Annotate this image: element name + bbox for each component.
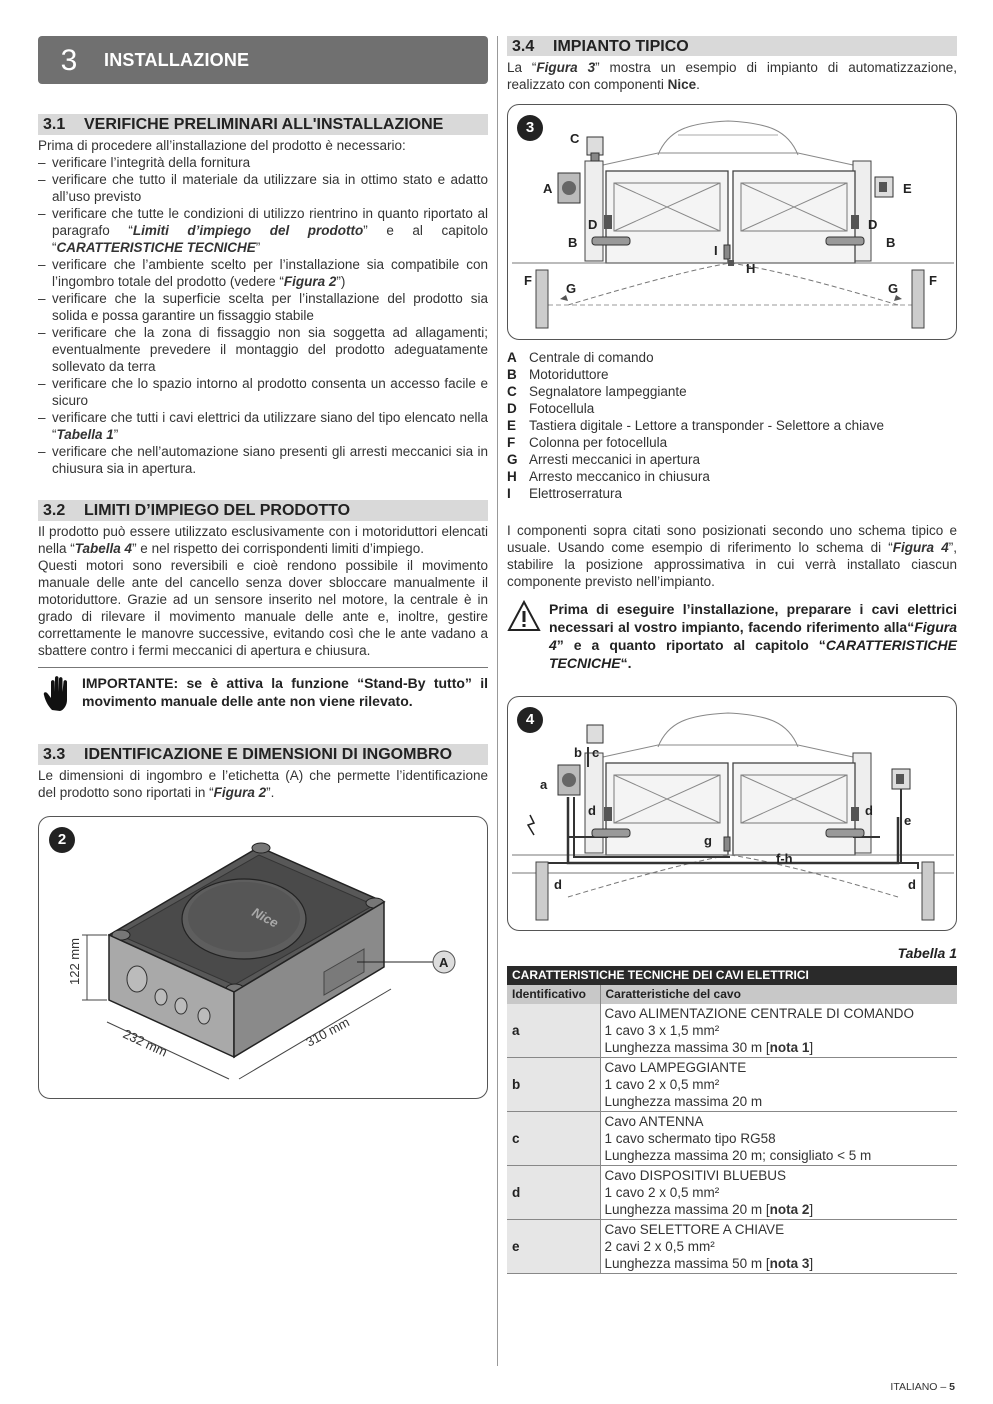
cable-layout-drawing xyxy=(508,697,957,931)
section-3-3-para xyxy=(38,767,488,801)
warning-triangle-icon xyxy=(507,600,541,632)
control-unit-drawing xyxy=(39,817,488,1099)
cable-id: c xyxy=(507,1112,600,1166)
label-d-bottom-left: d xyxy=(554,877,562,892)
cable-length xyxy=(605,1147,954,1164)
legend-row xyxy=(507,434,957,451)
cable-line: Cavo DISPOSITIVI BLUEBUS xyxy=(604,1168,787,1183)
chapter-reference: CARATTERISTICHE TECNICHE xyxy=(549,637,957,671)
cable-line: 1 cavo 3 x 1,5 mm² xyxy=(604,1023,720,1038)
section-3-1-heading xyxy=(38,114,488,135)
legend-row xyxy=(507,383,957,400)
legend-value: Motoriduttore xyxy=(529,367,609,382)
label-e: E xyxy=(903,181,912,196)
cable-length xyxy=(605,1201,954,1218)
legend-key: C xyxy=(507,384,517,399)
legend-key: D xyxy=(507,401,517,416)
figure-number: 3 xyxy=(517,115,543,141)
figure-3-legend xyxy=(507,349,957,502)
section-3-2-para-1 xyxy=(38,523,488,557)
section-3-4-para xyxy=(507,59,957,93)
figure-reference: Figura 3 xyxy=(536,60,596,75)
brand-logo: Nice xyxy=(249,904,281,931)
list-item: – verificare l’integrità della fornitura xyxy=(38,154,488,171)
legend-row xyxy=(507,451,957,468)
table-reference: Tabella 4 xyxy=(74,541,133,556)
label-d-bottom-right: d xyxy=(908,877,916,892)
label-f-right: F xyxy=(929,273,937,288)
figure-reference: Figura 2 xyxy=(213,785,267,800)
cable-description xyxy=(600,1004,957,1058)
reference: Figura 2 xyxy=(283,274,337,289)
cable-line: 1 cavo 2 x 0,5 mm² xyxy=(604,1185,720,1200)
list-item xyxy=(38,256,488,290)
label-d-right: D xyxy=(868,217,878,232)
figure-4 xyxy=(507,696,957,931)
label-b-right: B xyxy=(886,235,896,250)
text: Prima di eseguire l’installazione, preparare i cavi elettrici necessari al vostro impianto, facendo riferimento alla“ xyxy=(549,601,957,635)
rule xyxy=(38,667,488,668)
label-b-left: B xyxy=(568,235,578,250)
list-item: – verificare che tutto il materiale da utilizzare sia in ottimo stato e adatto all’uso previsto xyxy=(38,171,488,205)
legend-row xyxy=(507,485,957,502)
chapter-header xyxy=(38,36,488,84)
hand-stop-icon xyxy=(40,674,80,714)
label-a: a xyxy=(540,777,548,792)
text: ”. xyxy=(266,785,275,800)
cable-description xyxy=(600,1166,957,1220)
important-text: IMPORTANTE: se è attiva la funzione “Stand-By tutto” il movimento manuale delle ante non viene rilevato. xyxy=(82,675,488,709)
cable-line: Cavo ALIMENTAZIONE CENTRALE DI COMANDO xyxy=(604,1006,915,1021)
table-caption: Tabella 1 xyxy=(897,945,957,961)
legend-row xyxy=(507,366,957,383)
components-paragraph xyxy=(507,522,957,590)
section-3-1-intro: Prima di procedere all’installazione del prodotto è necessario: xyxy=(38,138,406,153)
warning-text xyxy=(549,600,957,672)
figure-reference: Figura 4 xyxy=(549,619,957,653)
text: Lunghezza massima 30 m [ xyxy=(604,1040,770,1055)
reference: Limiti d’impiego del prodotto xyxy=(132,223,364,238)
page-number: 5 xyxy=(949,1381,955,1393)
cable-length xyxy=(605,1093,954,1110)
cable-description xyxy=(600,1058,957,1112)
legend-key: G xyxy=(507,452,518,467)
reference: CARATTERISTICHE TECNICHE xyxy=(56,240,256,255)
label-d-left: D xyxy=(588,217,598,232)
list-item: – verificare che la superficie scelta per l’installazione del prodotto sia solida e possa garantire un fissaggio stabile xyxy=(38,290,488,324)
text: verificare che tutti i cavi elettrici da utilizzare siano del tipo elencato nella “ xyxy=(52,410,488,442)
legend-key: H xyxy=(507,469,517,484)
legend-row xyxy=(507,400,957,417)
text: verificare che tutte le condizioni di utilizzo rientrino in quanto riportato al paragrafo “ xyxy=(52,206,488,238)
list-item xyxy=(38,409,488,443)
list-item: – verificare che nell’automazione siano presenti gli arresti meccanici sia in chiusura sia in apertura. xyxy=(38,443,488,477)
typical-installation-drawing xyxy=(508,105,957,340)
note-reference: nota 1 xyxy=(769,1040,810,1055)
figure-number: 2 xyxy=(49,827,75,853)
table-row xyxy=(507,1166,957,1220)
text: . xyxy=(696,77,700,92)
cable-description xyxy=(600,1112,957,1166)
legend-row xyxy=(507,417,957,434)
cable-id: a xyxy=(507,1004,600,1058)
cable-id: d xyxy=(507,1166,600,1220)
figure-2 xyxy=(38,816,488,1099)
cable-line: Cavo ANTENNA xyxy=(604,1114,704,1129)
text: Lunghezza massima 20 m xyxy=(604,1094,763,1109)
column-header-id: Identificativo xyxy=(507,985,600,1004)
dimension-width: 310 mm xyxy=(303,1014,352,1050)
legend-value: Elettroserratura xyxy=(529,486,623,501)
section-number: 3.1 xyxy=(43,116,66,133)
text: ” e a quanto riportato al capitolo “ xyxy=(556,637,826,653)
legend-key: F xyxy=(507,435,516,450)
left-column xyxy=(38,36,488,1099)
chapter-title: INSTALLAZIONE xyxy=(104,49,250,70)
legend-value: Fotocellula xyxy=(529,401,595,416)
label-a: A xyxy=(543,181,553,196)
legend-value: Tastiera digitale - Lettore a transponder - Selettore a chiave xyxy=(529,418,884,433)
dimension-depth: 232 mm xyxy=(120,1026,170,1060)
brand-name: Nice xyxy=(667,77,697,92)
table-row xyxy=(507,1112,957,1166)
text: ] xyxy=(809,1256,814,1271)
warning-callout xyxy=(507,600,957,672)
label-i: I xyxy=(714,243,718,258)
text: ”) xyxy=(336,274,346,289)
table-title: CARATTERISTICHE TECNICHE DEI CAVI ELETTRICI xyxy=(507,966,957,985)
legend-row xyxy=(507,468,957,485)
cable-line: Cavo SELETTORE A CHIAVE xyxy=(604,1222,785,1237)
text: Lunghezza massima 20 m [ xyxy=(604,1202,770,1217)
cable-specs-table xyxy=(507,966,957,1274)
label-f-left: F xyxy=(524,273,532,288)
list-item: – verificare che lo spazio intorno al prodotto consenta un accesso facile e sicuro xyxy=(38,375,488,409)
label-c: C xyxy=(570,131,580,146)
label-a: A xyxy=(439,955,449,970)
figure-number: 4 xyxy=(517,707,543,733)
text: La “ xyxy=(507,60,537,75)
text: ” xyxy=(113,427,119,442)
verification-list xyxy=(38,154,488,477)
dimension-height: 122 mm xyxy=(67,938,82,985)
figure-reference: Figura 4 xyxy=(892,540,949,555)
label-f-h: f-h xyxy=(776,851,793,866)
label-h: H xyxy=(746,261,756,276)
right-column xyxy=(507,36,957,1274)
table-row xyxy=(507,1004,957,1058)
section-title: IMPIANTO TIPICO xyxy=(553,37,689,55)
section-number: 3.4 xyxy=(512,37,535,55)
text: ”, stabilire la posizione approssimativa in cui verrà installato ciascun componente previsto nell’impianto. xyxy=(507,540,957,589)
legend-key: E xyxy=(507,418,517,433)
text: verificare che l’ambiente scelto per l’installazione sia compatibile con l’ingombro totale del prodotto (vedere “ xyxy=(52,257,488,289)
text: ” xyxy=(255,240,261,255)
legend-value: Centrale di comando xyxy=(529,350,654,365)
legend-value: Arresti meccanici in apertura xyxy=(529,452,701,467)
text: ] xyxy=(809,1202,814,1217)
column-divider xyxy=(497,36,498,1366)
legend-key: I xyxy=(507,486,511,501)
table-row xyxy=(507,1058,957,1112)
legend-key: B xyxy=(507,367,517,382)
important-callout xyxy=(38,674,488,714)
legend-value: Arresto meccanico in chiusura xyxy=(529,469,710,484)
legend-value: Colonna per fotocellula xyxy=(529,435,668,450)
text: Il prodotto può essere utilizzato esclusivamente con i motoriduttori elencati nella “ xyxy=(38,524,488,556)
text: ” e nel rispetto dei corrispondenti limiti d’impiego. xyxy=(132,541,424,556)
footer-language: ITALIANO – xyxy=(890,1381,950,1393)
list-item: – verificare che la zona di fissaggio non sia soggetta ad allagamenti; eventualmente prevedere il montaggio del prodotto adeguatamente sollevato da terra xyxy=(38,324,488,375)
label-g: g xyxy=(704,833,712,848)
cable-id: e xyxy=(507,1220,600,1274)
cable-description xyxy=(600,1220,957,1274)
section-title: VERIFICHE PRELIMINARI ALL'INSTALLAZIONE xyxy=(84,116,444,133)
chapter-number: 3 xyxy=(60,43,78,77)
cable-length xyxy=(605,1039,954,1056)
label-g-right: G xyxy=(888,281,899,296)
section-title: IDENTIFICAZIONE E DIMENSIONI DI INGOMBRO xyxy=(84,746,453,763)
list-item xyxy=(38,205,488,256)
text: ] xyxy=(809,1040,814,1055)
label-e: e xyxy=(904,813,912,828)
text: I componenti sopra citati sono posizionati secondo uno schema tipico e usuale. Usando come esempio di riferimento lo schema di “ xyxy=(507,523,957,555)
cable-length xyxy=(605,1255,954,1272)
text: ” e al capitolo “ xyxy=(52,223,489,255)
section-number: 3.2 xyxy=(43,502,66,519)
text: Lunghezza massima 50 m [ xyxy=(604,1256,770,1271)
section-3-3-heading xyxy=(38,744,488,765)
label-d-right: d xyxy=(865,803,873,818)
cable-line: Cavo LAMPEGGIANTE xyxy=(604,1060,747,1075)
figure-3 xyxy=(507,104,957,340)
cable-line: 1 cavo 2 x 0,5 mm² xyxy=(604,1077,720,1092)
text: ” mostra un esempio di impianto di automatizzazione, realizzato con componenti xyxy=(507,60,958,92)
column-header-characteristics: Caratteristiche del cavo xyxy=(600,985,957,1004)
note-reference: nota 2 xyxy=(769,1202,810,1217)
legend-row xyxy=(507,349,957,366)
cable-line: 2 cavi 2 x 0,5 mm² xyxy=(604,1239,715,1254)
table-row xyxy=(507,1220,957,1274)
section-3-2-para-2: Questi motori sono reversibili e cioè rendono possibile il movimento manuale delle ante del cancello senza dover sbloccare manualmente il motoriduttore. Grazie ad un sensore inserito nel motore, la centrale è in grado di rilevare il movimento manuale delle ante e, inoltre, gestire correttamente le manovre successive, evitando così che le ante vadano a sbattere contro i fermi meccanici di apertura e chiusura. xyxy=(38,558,488,658)
cable-line: 1 cavo schermato tipo RG58 xyxy=(604,1131,776,1146)
page-footer xyxy=(890,1379,955,1396)
text: “. xyxy=(620,655,632,671)
section-number: 3.3 xyxy=(43,746,66,763)
label-d-left: d xyxy=(588,803,596,818)
section-3-2-heading xyxy=(38,500,488,521)
note-reference: nota 3 xyxy=(769,1256,810,1271)
reference: Tabella 1 xyxy=(56,427,114,442)
text: Le dimensioni di ingombro e l’etichetta (A) che permette l’identificazione del prodotto sono riportati in “ xyxy=(38,768,488,800)
label-c: c xyxy=(592,745,600,760)
section-3-4-heading xyxy=(507,36,957,56)
text: Lunghezza massima 20 m; consigliato < 5 m xyxy=(604,1148,872,1163)
legend-key: A xyxy=(507,350,517,365)
label-g-left: G xyxy=(566,281,577,296)
legend-value: Segnalatore lampeggiante xyxy=(529,384,687,399)
cable-id: b xyxy=(507,1058,600,1112)
section-title: LIMITI D’IMPIEGO DEL PRODOTTO xyxy=(84,502,351,519)
label-b: b xyxy=(574,745,582,760)
